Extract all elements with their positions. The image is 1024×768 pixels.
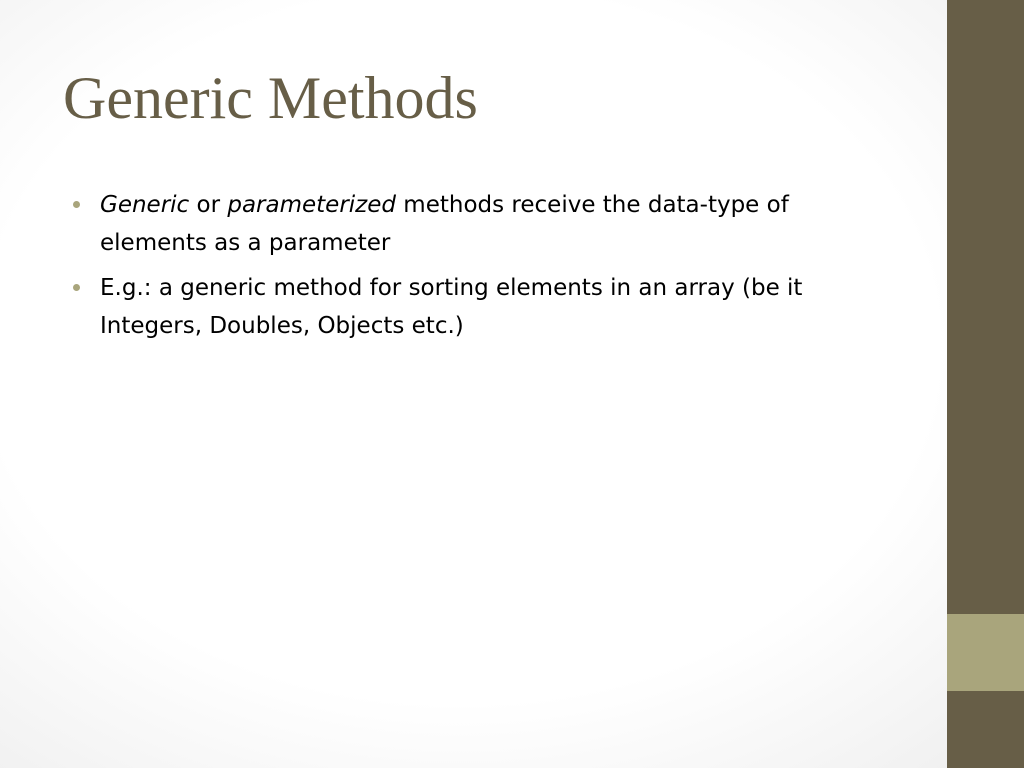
slide-title: Generic Methods: [63, 65, 478, 131]
bullet-list: [100, 186, 880, 352]
bullet-text-segment: Generic: [100, 192, 190, 218]
bullet-item: [100, 186, 880, 262]
bullet-text-segment: methods receive the data-type of elements as a parameter: [100, 192, 789, 256]
bullet-item: [100, 269, 880, 345]
bullet-marker-icon: [73, 284, 80, 291]
side-accent-block: [947, 614, 1024, 691]
bullet-text-segment: or: [189, 192, 228, 218]
bullet-marker-icon: [73, 201, 80, 208]
bullet-text-segment: parameterized: [227, 192, 396, 218]
bullet-text-segment: E.g.: a generic method for sorting elements in an array (be it Integers, Doubles, Objects etc.): [100, 275, 803, 339]
